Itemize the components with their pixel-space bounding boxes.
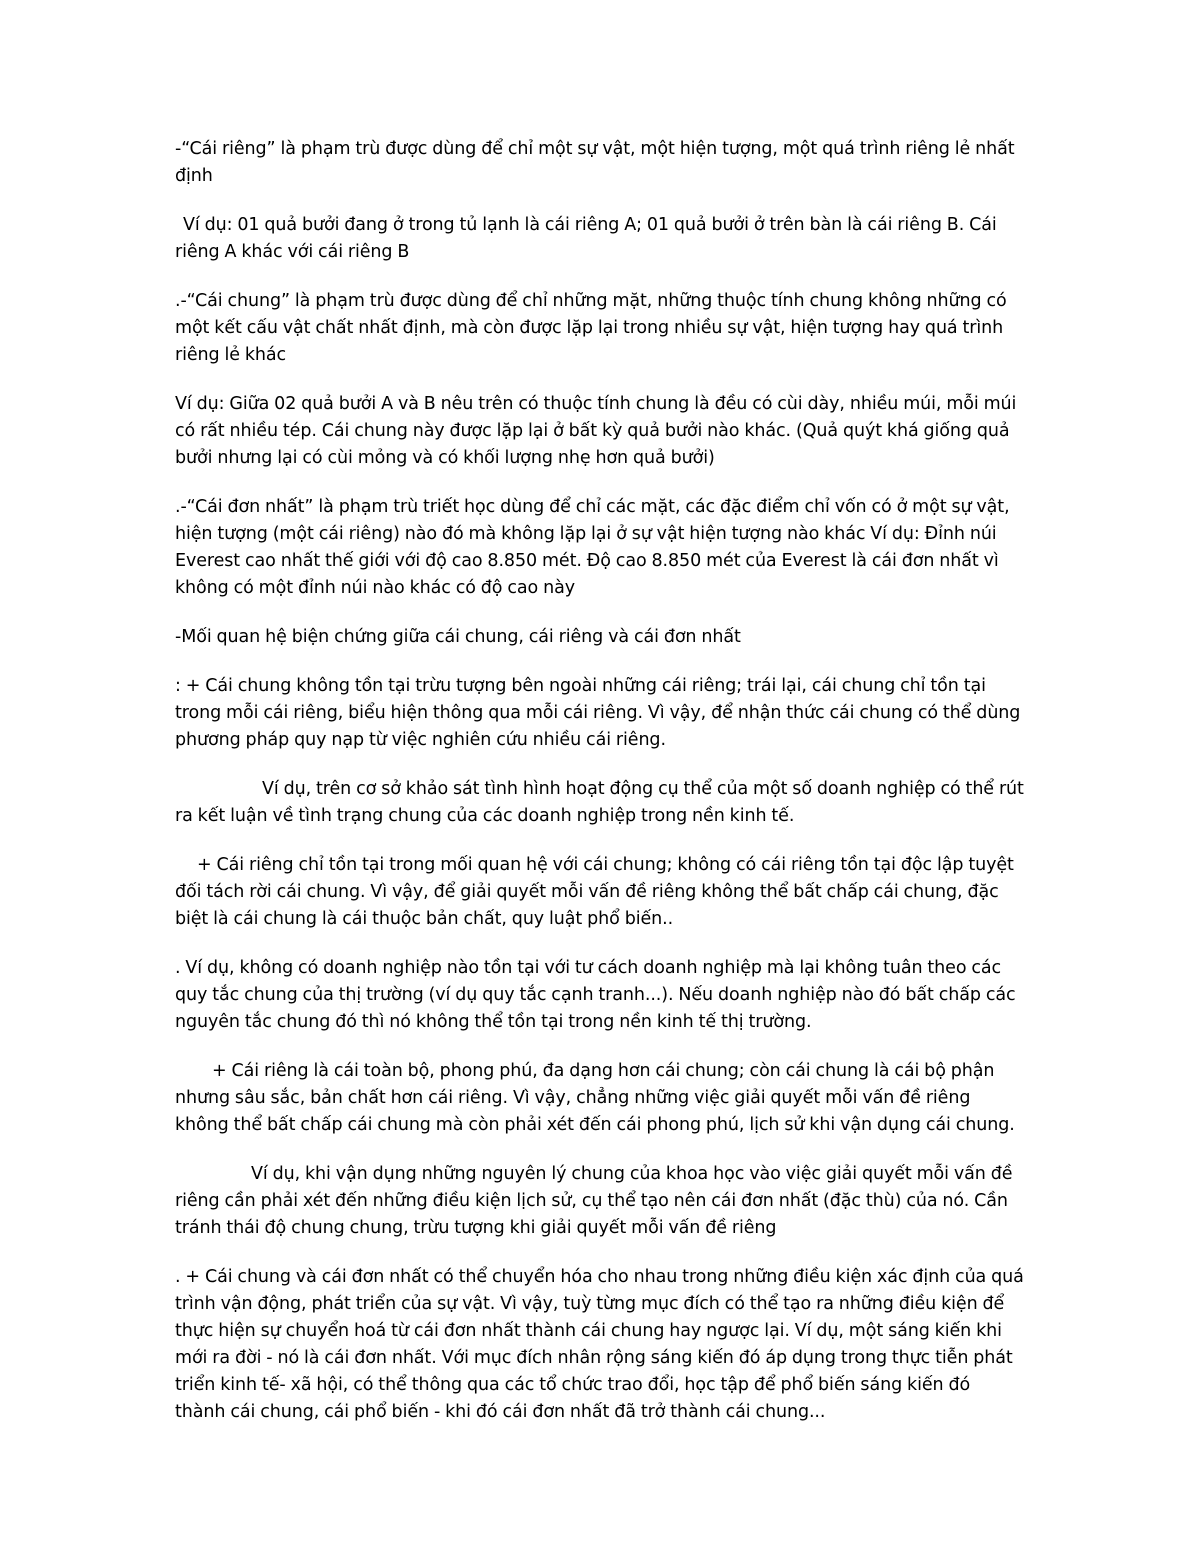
paragraph-relationship-point-1: : + Cái chung không tồn tại trừu tượng bên ngoài những cái riêng; trái lại, cái chung chỉ tồn tại trong mỗi cái riêng, biểu hiện thông qua mỗi cái riêng. Vì vậy, để nhận thức cái chung có thể dùng phương pháp quy nạp từ việc nghiên cứu nhiều cái riêng. — [175, 676, 1021, 750]
paragraph-example-individual: Ví dụ: 01 quả bưởi đang ở trong tủ lạnh là cái riêng A; 01 quả bưởi ở trên bàn là cái riêng B. Cái riêng A khác với cái riêng B — [175, 215, 997, 262]
paragraph-definition-individual: -“Cái riêng” là phạm trù được dùng để chỉ một sự vật, một hiện tượng, một quá trình riêng lẻ nhất định — [175, 139, 1015, 186]
paragraph-definition-general: .-“Cái chung” là phạm trù được dùng để chỉ những mặt, những thuộc tính chung không những có một kết cấu vật chất nhất định, mà còn được lặp lại trong nhiều sự vật, hiện tượng hay quá trình riêng lẻ khác — [175, 291, 1007, 365]
paragraph-definition-singular: .-“Cái đơn nhất” là phạm trù triết học dùng để chỉ các mặt, các đặc điểm chỉ vốn có ở một sự vật, hiện tượng (một cái riêng) nào đó mà không lặp lại ở sự vật hiện tượng nào khác Ví dụ: Đỉnh núi Everest cao nhất thế giới với độ cao 8.850 mét. Độ cao 8.850 mét của Everest là cái đơn nhất vì không có một đỉnh núi nào khác có độ cao này — [175, 497, 1010, 598]
paragraph-relationship-example-3: Ví dụ, khi vận dụng những nguyên lý chung của khoa học vào việc giải quyết mỗi vấn đề riêng cần phải xét đến những điều kiện lịch sử, cụ thể tạo nên cái đơn nhất (đặc thù) của nó. Cần tránh thái độ chung chung, trừu tượng khi giải quyết mỗi vấn đề riêng — [175, 1164, 1013, 1238]
paragraph-relationship-point-4: . + Cái chung và cái đơn nhất có thể chuyển hóa cho nhau trong những điều kiện xác định của quá trình vận động, phát triển của sự vật. Vì vậy, tuỳ từng mục đích có thể tạo ra những điều kiện để thực hiện sự chuyển hoá từ cái đơn nhất thành cái chung hay ngược lại. Ví dụ, một sáng kiến khi mới ra đời - nó là cái đơn nhất. Với mục đích nhân rộng sáng kiến đó áp dụng trong thực tiễn phát triển kinh tế- xã hội, có thể thông qua các tổ chức trao đổi, học tập để phổ biến sáng kiến đó thành cái chung, cái phổ biến - khi đó cái đơn nhất đã trở thành cái chung... — [175, 1267, 1024, 1422]
paragraph-relationship-example-1: Ví dụ, trên cơ sở khảo sát tình hình hoạt động cụ thể của một số doanh nghiệp có thể rút ra kết luận về tình trạng chung của các doanh nghiệp trong nền kinh tế. — [175, 779, 1024, 826]
document-body — [175, 136, 1025, 1448]
paragraph-relationship-example-2: . Ví dụ, không có doanh nghiệp nào tồn tại với tư cách doanh nghiệp mà lại không tuân theo các quy tắc chung của thị trường (ví dụ quy tắc cạnh tranh...). Nếu doanh nghiệp nào đó bất chấp các nguyên tắc chung đó thì nó không thể tồn tại trong nền kinh tế thị trường. — [175, 958, 1016, 1032]
paragraph-example-general: Ví dụ: Giữa 02 quả bưởi A và B nêu trên có thuộc tính chung là đều có cùi dày, nhiều múi, mỗi múi có rất nhiều tép. Cái chung này được lặp lại ở bất kỳ quả bưởi nào khác. (Quả quýt khá giống quả bưởi nhưng lại có cùi mỏng và có khối lượng nhẹ hơn quả bưởi) — [175, 394, 1017, 468]
paragraph-relationship-point-2: + Cái riêng chỉ tồn tại trong mối quan hệ với cái chung; không có cái riêng tồn tại độc lập tuyệt đối tách rời cái chung. Vì vậy, để giải quyết mỗi vấn đề riêng không thể bất chấp cái chung, đặc biệt là cái chung là cái thuộc bản chất, quy luật phổ biến.. — [175, 855, 1014, 929]
paragraph-relationship-point-3: + Cái riêng là cái toàn bộ, phong phú, đa dạng hơn cái chung; còn cái chung là cái bộ phận nhưng sâu sắc, bản chất hơn cái riêng. Vì vậy, chẳng những việc giải quyết mỗi vấn đề riêng không thể bất chấp cái chung mà còn phải xét đến cái phong phú, lịch sử khi vận dụng cái chung. — [175, 1061, 1015, 1135]
paragraph-relationship-heading: -Mối quan hệ biện chứng giữa cái chung, cái riêng và cái đơn nhất — [175, 627, 741, 647]
